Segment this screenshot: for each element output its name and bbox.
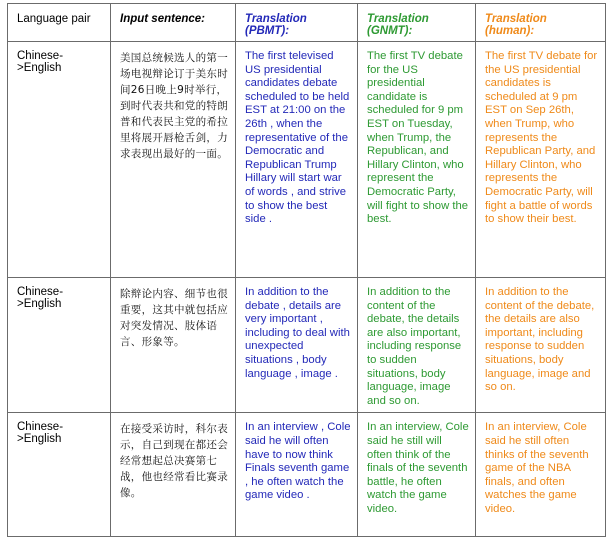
human-translation-cell: The first TV debate for the US presidential candidates is scheduled at 9 pm EST on Sep 26th, when Trump, who represents the Republican Party, and Hillary Clinton, who represents the Democratic Party, will fight a battle of words to show their best. [476,42,606,278]
header-input-sentence: Input sentence: [111,4,236,42]
header-pbmt: Translation (PBMT): [236,4,358,42]
header-gnmt: Translation (GNMT): [358,4,476,42]
table-row [8,413,606,537]
translation-comparison-table [7,3,606,537]
human-translation-cell: In addition to the content of the debate, the details are also important, including response to sudden situations, body language, image and so on. [476,278,606,413]
header-row [8,4,606,42]
pbmt-translation-cell: In addition to the debate , details are very important , including to deal with unexpected situations , body language , image . [236,278,358,413]
input-sentence-cell: 在接受采访时，科尔表示，自己到现在都还会经常想起总决赛第七战，他也经常看比赛录像。 [111,413,236,537]
header-language-pair: Language pair [8,4,111,42]
human-translation-cell: In an interview, Cole said he still often thinks of the seventh game of the NBA finals, and often watches the game video. [476,413,606,537]
gnmt-translation-cell: In an interview, Cole said he still will often think of the finals of the seventh battle, he often watch the game video. [358,413,476,537]
pbmt-translation-cell: In an interview , Cole said he will often have to now think Finals seventh game , he often watch the game video . [236,413,358,537]
gnmt-translation-cell: In addition to the content of the debate, the details are also important, including response to sudden situations, body language, image and so on. [358,278,476,413]
language-pair-cell: Chinese->English [8,42,111,278]
gnmt-translation-cell: The first TV debate for the US presidential candidate is scheduled for 9 pm EST on Tuesday, when Trump, the Republican, and Hillary Clinton, who represent the Democratic Party, will fight to show the best. [358,42,476,278]
header-human: Translation (human): [476,4,606,42]
input-sentence-cell: 除辩论内容、细节也很重要，这其中就包括应对突发情况、肢体语言、形象等。 [111,278,236,413]
language-pair-cell: Chinese->English [8,413,111,537]
language-pair-cell: Chinese->English [8,278,111,413]
table-row [8,42,606,278]
table-row [8,278,606,413]
pbmt-translation-cell: The first televised US presidential candidates debate scheduled to be held EST at 21:00 on the 26th , when the representative of the Democratic and Republican Trump Hillary will start war of words , and strive to show the best side . [236,42,358,278]
input-sentence-cell: 美国总统候选人的第一场电视辩论订于美东时间26日晚上9时举行，到时代表共和党的特朗普和代表民主党的希拉里将展开唇枪舌剑，力求表现出最好的一面。 [111,42,236,278]
